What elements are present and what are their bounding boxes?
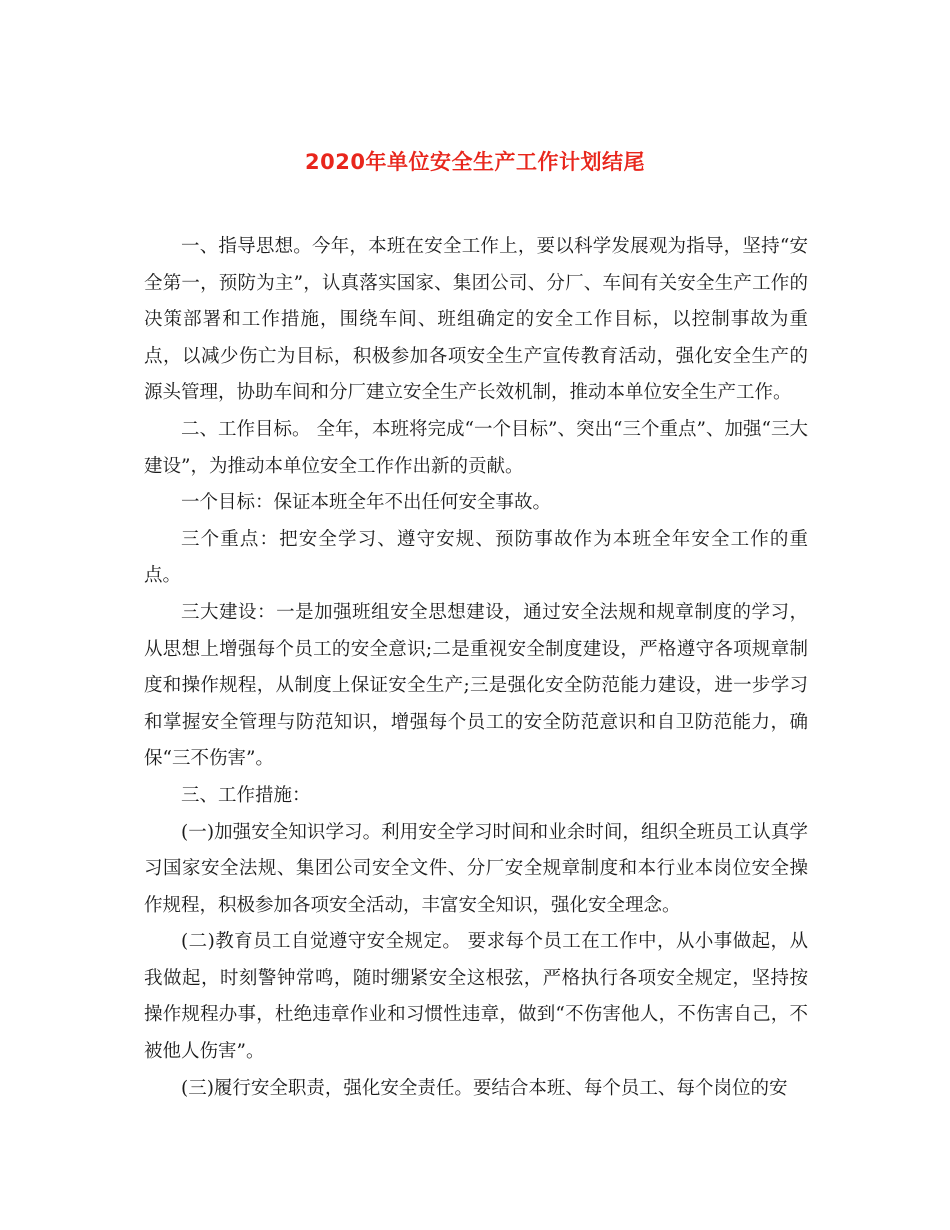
paragraph-work-measures-heading: 三、工作措施： [181, 784, 311, 806]
paragraph-three-constructions: 三大建设：一是加强班组安全思想建设，通过安全法规和规章制度的学习，从思想上增强每个员工的安全意识;二是重视安全制度建设，严格遵守各项规章制度和操作规程，从制度上保证安全生产;三是强化安全防范能力建设，进一步学习和掌握安全管理与防范知识，增强每个员工的安全防范意识和自卫防范能力，确保“三不伤害”。 [144, 601, 808, 770]
paragraph-measure-3: (三)履行安全职责，强化安全责任。要结合本班、每个员工、每个岗位的安 [181, 1077, 788, 1099]
paragraph-work-goals: 二、工作目标。 全年，本班将完成“一个目标”、突出“三个重点”、加强“三大建设”，为推动本单位安全工作作出新的贡献。 [144, 418, 808, 477]
paragraph-measure-2: (二)教育员工自觉遵守安全规定。 要求每个员工在工作中，从小事做起，从我做起，时刻警钟常鸣，随时绷紧安全这根弦，严格执行各项安全规定，坚持按操作规程办事，杜绝违章作业和习惯性违章，做到“不伤害他人，不伤害自己，不被他人伤害”。 [144, 931, 808, 1063]
document-body [144, 229, 808, 1107]
paragraph-measure-1: (一)加强安全知识学习。利用安全学习时间和业余时间，组织全班员工认真学习国家安全法规、集团公司安全文件、分厂安全规章制度和本行业本岗位安全操作规程，积极参加各项安全活动，丰富安全知识，强化安全理念。 [144, 821, 808, 916]
paragraph-three-priorities: 三个重点：把安全学习、遵守安规、预防事故作为本班全年安全工作的重点。 [144, 528, 808, 587]
paragraph-guiding-thought: 一、指导思想。今年，本班在安全工作上，要以科学发展观为指导，坚持“安全第一，预防为主”，认真落实国家、集团公司、分厂、车间有关安全生产工作的决策部署和工作措施，围绕车间、班组确定的安全工作目标，以控制事故为重点，以减少伤亡为目标，积极参加各项安全生产宣传教育活动，强化安全生产的源头管理，协助车间和分厂建立安全生产长效机制，推动本单位安全生产工作。 [144, 236, 808, 404]
document-title: 2020年单位安全生产工作计划结尾 [305, 150, 645, 174]
paragraph-one-goal: 一个目标：保证本班全年不出任何安全事故。 [181, 492, 552, 514]
